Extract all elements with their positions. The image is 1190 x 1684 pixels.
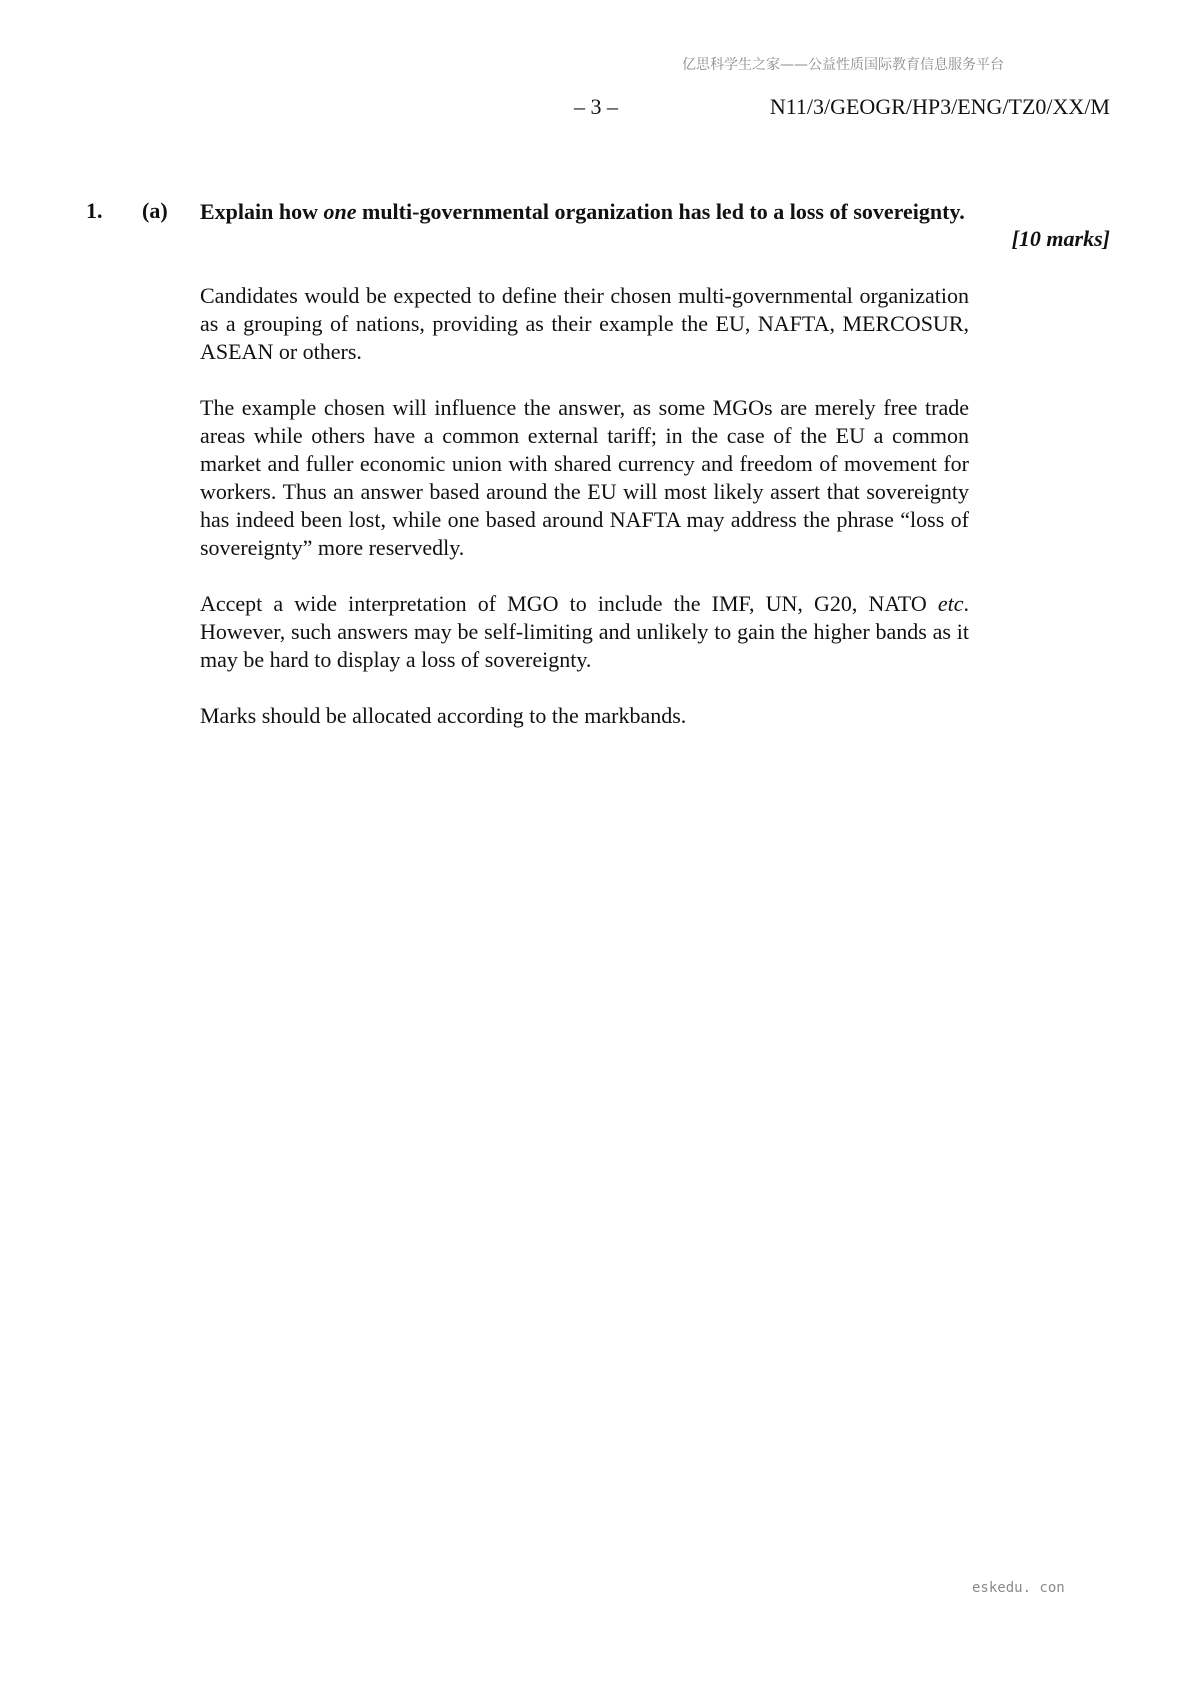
markscheme-body <box>200 282 969 758</box>
paper-code: N11/3/GEOGR/HP3/ENG/TZ0/XX/M <box>769 94 1110 119</box>
answer-paragraph-3-end: . However, such answers may be self-limiting and unlikely to gain the higher bands as it may be hard to display a loss of sovereignty. <box>200 591 969 672</box>
question-text-start: Explain how <box>200 199 324 224</box>
answer-paragraph-3-start: Accept a wide interpretation of MGO to include the IMF, UN, G20, NATO <box>200 591 938 616</box>
question-text-emphasis: one <box>323 199 357 224</box>
question-part: (a) <box>142 198 168 223</box>
question-text <box>200 198 969 226</box>
answer-paragraph-4: Marks should be allocated according to the markbands. <box>200 703 687 728</box>
answer-paragraph-3 <box>200 590 969 674</box>
watermark-bottom: eskedu. con <box>972 1580 1065 1596</box>
answer-paragraph-3-emphasis: etc <box>937 591 964 616</box>
answer-paragraph-1: Candidates would be expected to define their chosen multi-governmental organization as a grouping of nations, providing as their example the EU, NAFTA, MERCOSUR, ASEAN or others. <box>200 283 969 364</box>
question-number: 1. <box>86 198 103 223</box>
question-text-end: multi-governmental organization has led to a loss of sovereignty. <box>356 199 965 224</box>
answer-paragraph-2: The example chosen will influence the answer, as some MGOs are merely free trade areas while others have a common external tariff; in the case of the EU a common market and fuller economic union with shared currency and freedom of movement for workers. Thus an answer based around the EU will most likely assert that sovereignty has indeed been lost, while one based around NAFTA may address the phrase “loss of sovereignty” more reservedly. <box>200 395 969 560</box>
marks-allocation: [10 marks] <box>1011 226 1110 251</box>
page-number: – 3 – <box>574 94 618 119</box>
watermark-top: 亿思科学生之家——公益性质国际教育信息服务平台 <box>682 57 1004 73</box>
